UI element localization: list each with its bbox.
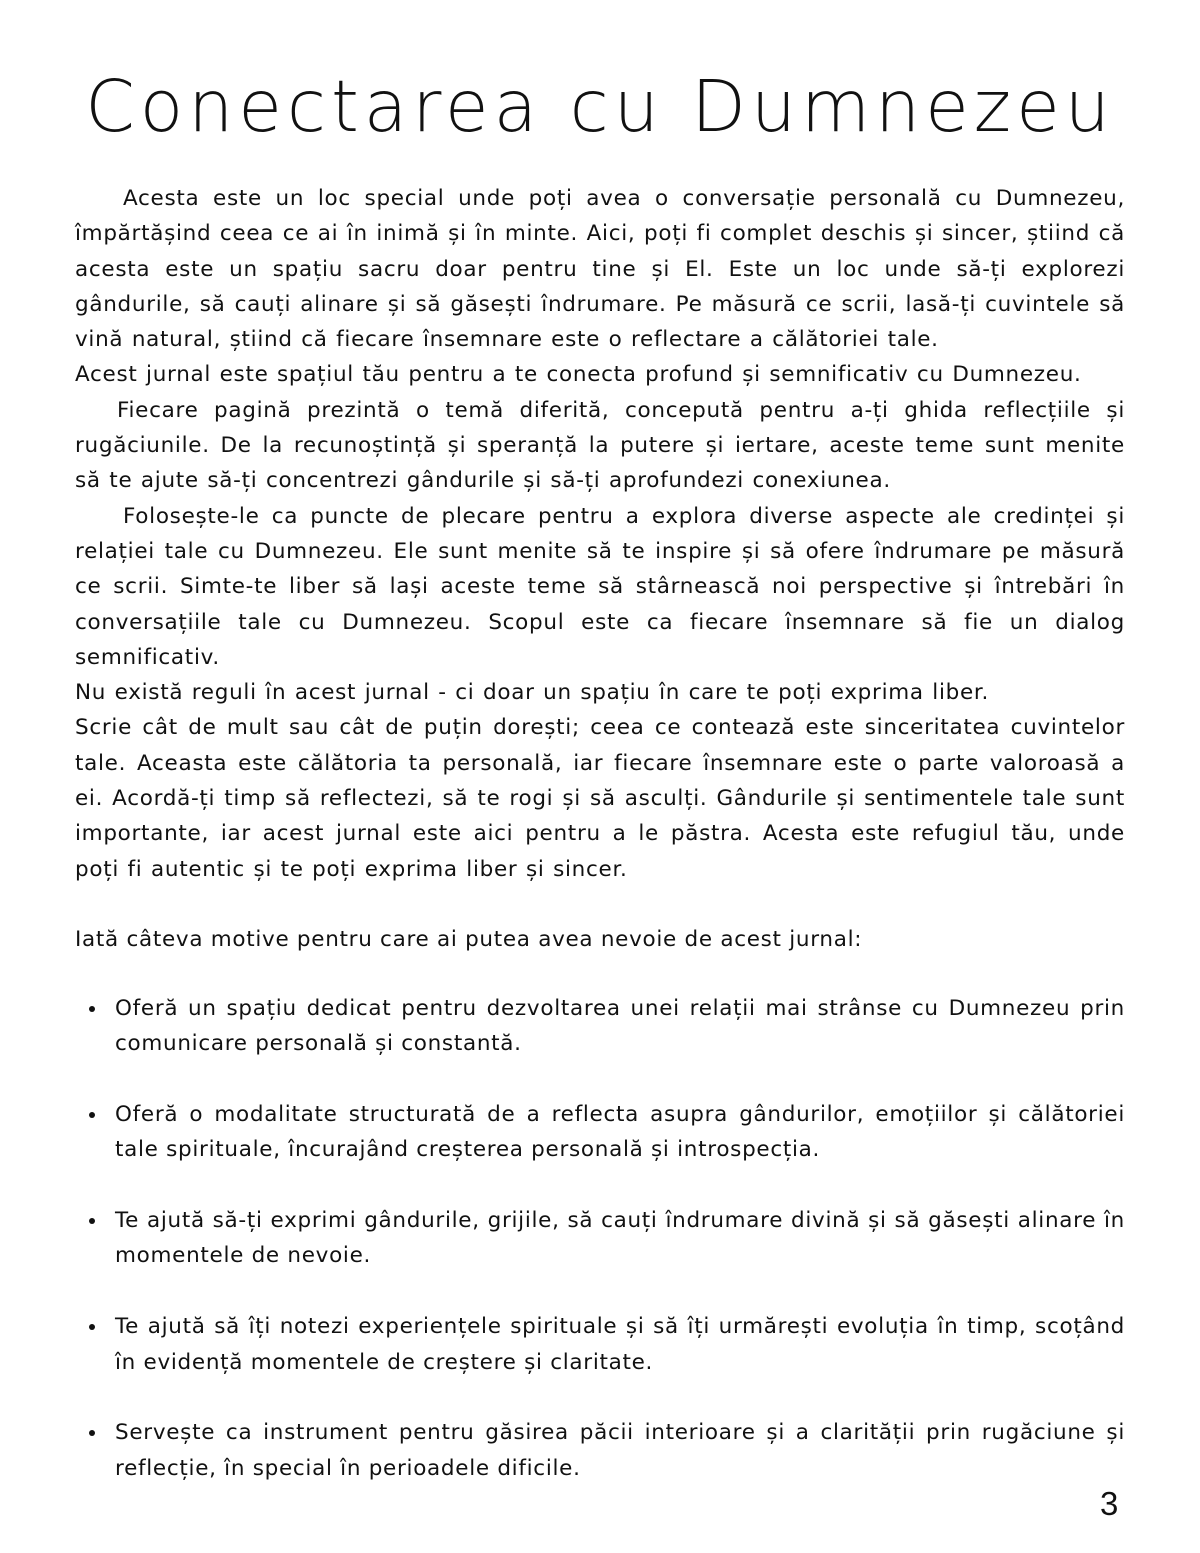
paragraph: Acest jurnal este spațiul tău pentru a te conecta profund și semnificativ cu Dumnezeu. <box>75 362 1082 388</box>
bullet-icon <box>89 1112 95 1118</box>
paragraph: Scrie cât de mult sau cât de puțin dorești; ceea ce contează este sinceritatea cuvintelor tale. Aceasta este călătoria ta personală, iar fiecare însemnare este o parte valoroasă a ei. Acordă-ți timp să reflectezi, să te rogi și să asculți. Gândurile și sentimentele tale sunt importante, iar acest jurnal este aici pentru a le păstra. Acesta este refugiul tău, unde poți fi autentic și te poți exprima liber și sincer. <box>75 715 1125 882</box>
reasons-list <box>75 991 1125 1521</box>
list-item-text: Oferă un spațiu dedicat pentru dezvoltarea unei relații mai strânse cu Dumnezeu prin comunicare personală și constantă. <box>115 996 1125 1057</box>
list-item <box>75 1309 1125 1380</box>
list-item-text: Servește ca instrument pentru găsirea păcii interioare și a clarității prin rugăciune și reflecție, în special în perioadele dificile. <box>115 1420 1125 1481</box>
list-item <box>75 991 1125 1062</box>
list-item-text: Oferă o modalitate structurată de a reflecta asupra gândurilor, emoțiilor și călătoriei tale spirituale, încurajând creșterea personală și introspecția. <box>115 1102 1125 1163</box>
bullet-icon <box>89 1006 95 1012</box>
list-item <box>75 1097 1125 1168</box>
bullet-icon <box>89 1218 95 1224</box>
page-title: Conectarea cu Dumnezeu <box>85 65 1115 148</box>
list-item <box>75 1415 1125 1486</box>
list-item-text: Te ajută să-ți exprimi gândurile, grijile, să cauți îndrumare divină și să găsești alinare în momentele de nevoie. <box>115 1208 1125 1269</box>
paragraph: Acesta este un loc special unde poți avea o conversație personală cu Dumnezeu, împărtășind ceea ce ai în inimă și în minte. Aici, poți fi complet deschis și sincer, știind că acesta este un spațiu sacru doar pentru tine și El. Este un loc unde să-ți explorezi gândurile, să cauți alinare și să găsești îndrumare. Pe măsură ce scrii, lasă-ți cuvintele să vină natural, știind că fiecare însemnare este o reflectare a călătoriei tale. <box>75 186 1125 353</box>
paragraph: Fiecare pagină prezintă o temă diferită, concepută pentru a-ți ghida reflecțiile și rugăciunile. De la recunoștință și speranță la putere și iertare, aceste teme sunt menite să te ajute să-ți concentrezi gândurile și să-ți aprofundezi conexiunea. <box>75 397 1125 494</box>
bullet-icon <box>89 1324 95 1330</box>
list-item <box>75 1203 1125 1274</box>
intro-text <box>75 181 1125 887</box>
paragraph: Nu există reguli în acest jurnal - ci doar un spațiu în care te poți exprima liber. <box>75 680 990 706</box>
list-item-text: Te ajută să îți notezi experiențele spirituale și să îți urmărești evoluția în timp, scoțând în evidență momentele de creștere și claritate. <box>115 1314 1125 1375</box>
paragraph: Folosește-le ca puncte de plecare pentru a explora diverse aspecte ale credinței și relației tale cu Dumnezeu. Ele sunt menite să te inspire și să ofere îndrumare pe măsură ce scrii. Simte-te liber să lași aceste teme să stârnească noi perspective și întrebări în conversațiile tale cu Dumnezeu. Scopul este ca fiecare însemnare să fie un dialog semnificativ. <box>75 503 1125 670</box>
reasons-intro: Iată câteva motive pentru care ai putea avea nevoie de acest jurnal: <box>75 927 863 952</box>
page-number: 3 <box>1100 1485 1119 1522</box>
bullet-icon <box>89 1430 95 1436</box>
